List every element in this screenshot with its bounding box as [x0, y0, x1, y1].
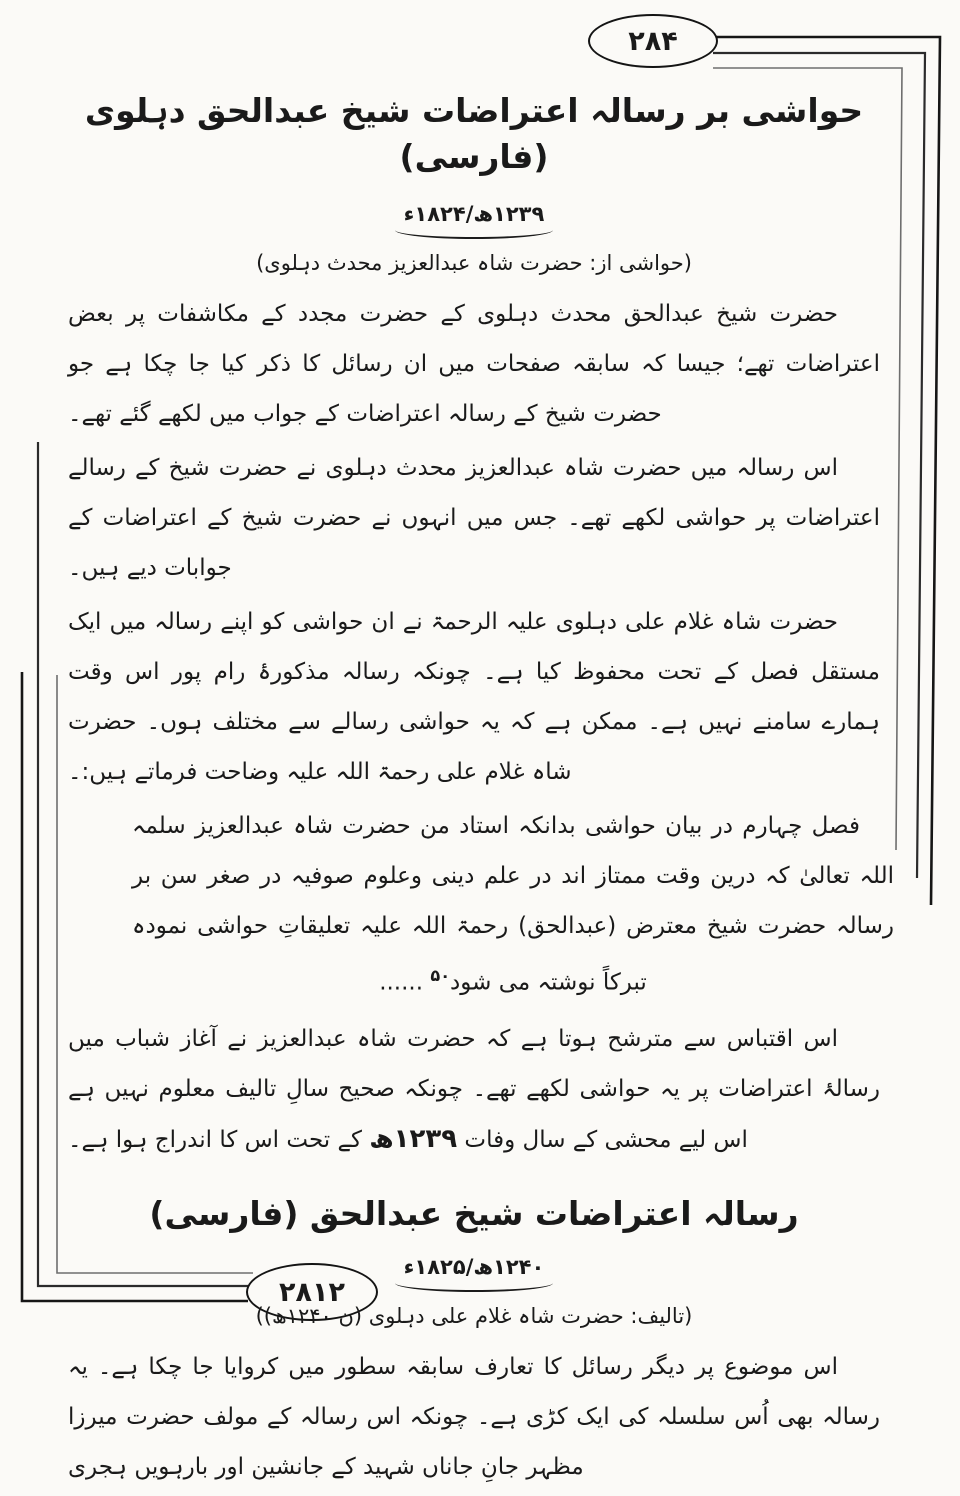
paragraph: اس رسالہ میں حضرت شاہ عبدالعزیز محدث دہلوی نے حضرت شیخ کے رسالے اعتراضات پر حواشی لکھے تھے۔ جس میں انہوں نے حضرت شیخ کے اعتراضات کے جوابات دیے ہیں۔: [68, 455, 880, 582]
closing-text-after-year: کے تحت اس کا اندراج ہوا ہے۔: [68, 1127, 370, 1154]
paragraph: [68, 1014, 880, 1165]
date-underline-flourish: [395, 230, 553, 239]
persian-quote-block: [132, 801, 894, 1008]
quote-text: فصل چہارم در بیان حواشی بدانکہ استاد من حضرت شاہ عبدالعزیز سلمہ اللہ تعالیٰ کہ درین وقت ممتاز اند در علم دینی وعلوم صوفیہ در صغر سن بر رسالہ حضرت شیخ معترض (عبدالحق) رحمۃ اللہ علیہ تعلیقاتِ حواشی نمودہ تبرکاً نوشتہ می شود: [132, 813, 894, 997]
section1-title: حواشی بر رسالہ اعتراضات شیخ عبدالحق دہلوی (فارسی): [84, 91, 864, 177]
paragraph: حضرت شاہ غلام علی دہلوی علیہ الرحمۃ نے ان حواشی کو اپنے رسالہ میں ایک مستقل فصل کے تحت محفوظ کیا ہے۔ چونکہ رسالہ مذکورۂ رام پور اس وقت ہمارے سامنے نہیں ہے۔ ممکن ہے کہ یہ حواشی رسالے سے مختلف ہوں۔ حضرت شاہ غلام علی رحمۃ اللہ علیہ وضاحت فرماتے ہیں:۔: [68, 609, 880, 786]
death-year-bold: ۱۲۳۹ھ: [369, 1124, 458, 1155]
section2-date: ۱۲۴۰ھ/۱۸۲۵ء: [403, 1255, 545, 1280]
date-underline-flourish: [395, 1283, 553, 1292]
closing-text-before-year: اس اقتباس سے مترشح ہوتا ہے کہ حضرت شاہ عبدالعزیز نے آغاز شباب میں رسالۂ اعتراضات پر یہ حواشی لکھے تھے۔ چونکہ صحیح سالِ تالیف معلوم نہیں ہے اس لیے محشی کے سال وفات: [68, 1026, 880, 1154]
section1-byline: (حواشی از: حضرت شاہ عبدالعزیز محدث دہلوی): [256, 251, 692, 276]
section2-byline: (تالیف: حضرت شاہ غلام علی دہلوی (ن ۱۲۴۰ھ)): [255, 1304, 693, 1329]
page-number-bottom: ۲۸۱۲: [279, 1276, 345, 1308]
section1-date: ۱۲۳۹ھ/۱۸۲۴ء: [403, 202, 545, 227]
top-page-number-oval: [588, 14, 718, 68]
page-number-top: ۲۸۴: [628, 25, 678, 57]
quote-trailing-dots: ......: [379, 970, 431, 997]
text-column: [68, 88, 894, 1496]
paragraph: اس موضوع پر دیگر رسائل کا تعارف سابقہ سطور میں کروایا جا چکا ہے۔ یہ رسالہ بھی اُس سلسلہ کی ایک کڑی ہے۔ چونکہ اس رسالہ کے مولف حضرت میرزا مظہر جانِ جاناں شہید کے جانشین اور بارہویں ہجری: [68, 1354, 880, 1481]
section2-title: رسالہ اعتراضات شیخ عبدالحق (فارسی): [149, 1194, 799, 1234]
footnote-marker: ۵۰: [430, 966, 451, 986]
paragraph: حضرت شیخ عبدالحق محدث دہلوی کے حضرت مجدد کے مکاشفات پر بعض اعتراضات تھے؛ جیسا کہ سابقہ صفحات میں ان رسائل کا ذکر کیا جا چکا ہے جو حضرت شیخ کے رسالہ اعتراضات کے جواب میں لکھے گئے تھے۔: [68, 301, 880, 428]
